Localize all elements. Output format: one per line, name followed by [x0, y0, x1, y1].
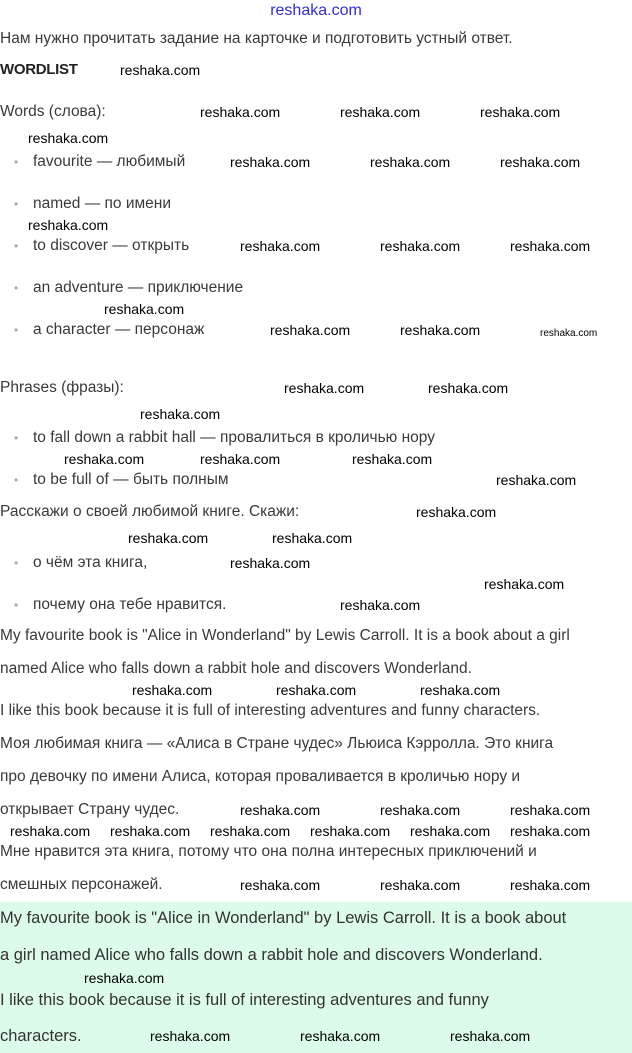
phrase-item: to be full of — быть полным [33, 471, 229, 488]
watermark: reshaka.com [10, 823, 91, 839]
watermark: reshaka.com [310, 823, 391, 839]
watermark: reshaka.com [410, 823, 491, 839]
watermark: reshaka.com [240, 877, 321, 893]
watermark: reshaka.com [140, 406, 221, 422]
watermark: reshaka.com [484, 576, 565, 592]
wordlist-title: WORDLIST [0, 61, 78, 78]
list-item [14, 194, 171, 214]
watermark: reshaka.com [230, 555, 311, 571]
watermark: reshaka.com [200, 104, 281, 120]
watermark: reshaka.com [120, 62, 201, 78]
watermark: reshaka.com [380, 238, 461, 254]
watermark: reshaka.com [28, 217, 109, 233]
watermark: reshaka.com [240, 802, 321, 818]
watermark: reshaka.com [480, 104, 561, 120]
watermark: reshaka.com [400, 322, 481, 338]
watermark: reshaka.com [200, 451, 281, 467]
watermark: reshaka.com [230, 154, 311, 170]
watermark: reshaka.com [540, 328, 598, 339]
intro-text: Нам нужно прочитать задание на карточке и подготовить устный ответ. [0, 30, 513, 47]
list-item [14, 595, 226, 615]
word-item: a character — персонаж [33, 321, 205, 338]
list-item [14, 428, 435, 448]
watermark: reshaka.com [28, 130, 109, 146]
watermark: reshaka.com [240, 238, 321, 254]
watermark: reshaka.com [110, 823, 191, 839]
watermark: reshaka.com [340, 597, 421, 613]
watermark: reshaka.com [500, 154, 581, 170]
highlight-line: a girl named Alice who falls down a rabbit hole and discovers Wonderland. [0, 946, 543, 964]
word-item: an adventure — приключение [33, 279, 244, 296]
site-header[interactable]: reshaka.com [270, 2, 362, 19]
answer-line: I like this book because it is full of interesting adventures and funny characters. [0, 702, 541, 719]
watermark: reshaka.com [132, 682, 213, 698]
watermark: reshaka.com [510, 823, 591, 839]
watermark: reshaka.com [272, 530, 353, 546]
watermark: reshaka.com [380, 802, 461, 818]
highlight-line: characters. [0, 1027, 82, 1045]
watermark: reshaka.com [416, 504, 497, 520]
watermark: reshaka.com [128, 530, 209, 546]
answer-line: про девочку по имени Алиса, которая проваливается в кроличью нору и [0, 768, 521, 785]
watermark: reshaka.com [84, 970, 165, 986]
list-item [14, 278, 243, 298]
watermark: reshaka.com [276, 682, 357, 698]
watermark: reshaka.com [510, 238, 591, 254]
answer-line: открывает Страну чудес. [0, 801, 180, 818]
watermark: reshaka.com [340, 104, 421, 120]
answer-line: Мне нравится эта книга, потому что она полна интересных приключений и [0, 843, 537, 860]
answer-line: смешных персонажей. [0, 876, 163, 893]
watermark: reshaka.com [150, 1028, 231, 1044]
watermark: reshaka.com [270, 322, 351, 338]
watermark: reshaka.com [510, 802, 591, 818]
watermark: reshaka.com [352, 451, 433, 467]
word-item: favourite — любимый [33, 153, 186, 170]
list-item [14, 320, 204, 340]
task-item: о чём эта книга, [33, 554, 148, 571]
answer-line: My favourite book is "Alice in Wonderland" by Lewis Carroll. It is a book about a girl [0, 627, 570, 644]
watermark: reshaka.com [428, 380, 509, 396]
watermark: reshaka.com [496, 472, 577, 488]
word-item: named — по имени [33, 195, 171, 212]
phrases-label: Phrases (фразы): [0, 379, 124, 396]
watermark: reshaka.com [64, 451, 145, 467]
list-item [14, 236, 189, 256]
answer-line: Моя любимая книга — «Алиса в Стране чудес» Льюиса Кэрролла. Это книга [0, 735, 554, 752]
task-text: Расскажи о своей любимой книге. Скажи: [0, 503, 300, 520]
words-label: Words (слова): [0, 103, 106, 120]
watermark: reshaka.com [104, 301, 185, 317]
watermark: reshaka.com [510, 877, 591, 893]
list-item [14, 553, 147, 573]
word-item: to discover — открыть [33, 237, 190, 254]
watermark: reshaka.com [420, 682, 501, 698]
list-item [14, 470, 229, 490]
answer-line: named Alice who falls down a rabbit hole and discovers Wonderland. [0, 660, 472, 677]
watermark: reshaka.com [450, 1028, 531, 1044]
list-item [14, 152, 185, 172]
watermark: reshaka.com [210, 823, 291, 839]
highlight-line: I like this book because it is full of interesting adventures and funny [0, 991, 489, 1009]
phrase-item: to fall down a rabbit hall — провалиться в кроличью нору [33, 429, 435, 446]
watermark: reshaka.com [284, 380, 365, 396]
highlight-line: My favourite book is "Alice in Wonderland" by Lewis Carroll. It is a book about [0, 909, 567, 927]
task-item: почему она тебе нравится. [33, 596, 227, 613]
watermark: reshaka.com [370, 154, 451, 170]
watermark: reshaka.com [380, 877, 461, 893]
watermark: reshaka.com [300, 1028, 381, 1044]
